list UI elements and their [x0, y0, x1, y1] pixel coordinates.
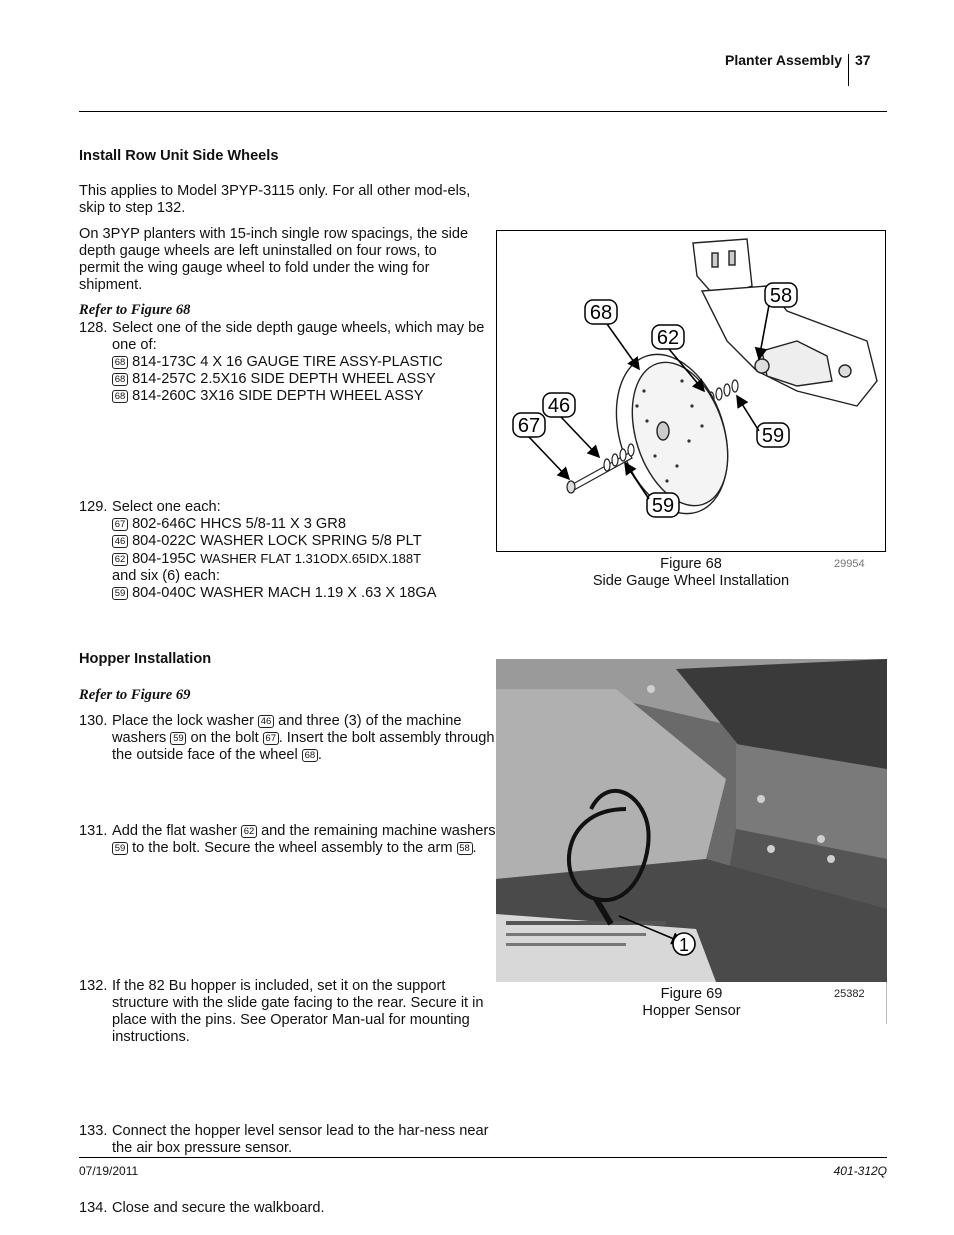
step-132: 132. If the 82 Bu hopper is included, set it on the support structure with the slide gate facing to the rear. Secure it in place with the pins. See Operator Man-ual for mounting instructions.	[79, 978, 484, 1045]
step-text: Select one of the side depth gauge wheels, which may be one of:	[112, 320, 485, 353]
step-number: 134.	[79, 1200, 108, 1216]
part-item: 62 804-195C WASHER FLAT 1.31ODX.65IDX.188T	[112, 550, 504, 568]
callout-58: 58	[769, 285, 793, 307]
page-number: 37	[855, 52, 871, 68]
figure-68-frame	[496, 230, 886, 552]
step-134: 134. Close and secure the walkboard.	[79, 1200, 325, 1216]
callout-67: 67	[517, 415, 541, 437]
step-number: 130.	[79, 713, 108, 729]
step-130: 130. Place the lock washer 46 and three (3) of the machine washers 59 on the bolt 67 . Insert the bolt assembly through the outside face of the wheel 68 .	[79, 713, 495, 763]
step-number: 131.	[79, 823, 108, 839]
footer-date: 07/19/2011	[79, 1164, 139, 1178]
callout-badge: 68	[112, 356, 128, 369]
figure-69-id: 25382	[834, 988, 865, 1000]
section-title-row-unit-wheels: Install Row Unit Side Wheels	[79, 148, 279, 164]
step-number: 133.	[79, 1123, 108, 1139]
figure-68-reference: Refer to Figure 68	[79, 302, 191, 318]
step-131: 131. Add the flat washer 62 and the remaining machine washers 59 to the bolt. Secure the wheel assembly to the arm 58 .	[79, 823, 496, 856]
footer-rule	[79, 1157, 887, 1158]
callout-badge: 68	[302, 749, 318, 762]
step-number: 132.	[79, 978, 108, 994]
callout-badge: 46	[258, 715, 274, 728]
part-item: 46 804-022C WASHER LOCK SPRING 5/8 PLT	[112, 533, 504, 550]
figure-69-caption: Figure 69 Hopper Sensor	[642, 986, 741, 1019]
callout-badge: 68	[112, 390, 128, 403]
hopper-sensor-photo	[496, 659, 887, 982]
callout-59-lower: 59	[651, 495, 675, 517]
gauge-wheel-drawing	[497, 231, 885, 551]
callout-badge: 67	[112, 518, 128, 531]
step-number: 129.	[79, 499, 108, 515]
callout-59: 59	[761, 425, 785, 447]
callout-badge: 58	[457, 842, 473, 855]
step-128	[79, 320, 504, 405]
header-divider	[848, 54, 849, 86]
step-text-secondary: and six (6) each:	[112, 568, 220, 584]
step-133: 133. Connect the hopper level sensor lead to the har-ness near the air box pressure sensor.	[79, 1123, 489, 1156]
callout-badge: 67	[263, 732, 279, 745]
footer-doc-number: 401-312Q	[833, 1164, 887, 1178]
callout-62: 62	[656, 327, 680, 349]
figure-69-reference: Refer to Figure 69	[79, 687, 191, 703]
callout-badge: 59	[112, 587, 128, 600]
part-item: 68 814-257C 2.5X16 SIDE DEPTH WHEEL ASSY	[112, 371, 504, 388]
shipping-note-paragraph: On 3PYP planters with 15-inch single row spacings, the side depth gauge wheels are left uninstalled on four rows, to permit the wing gauge wheel to fold under the wing for shipment.	[79, 226, 469, 293]
callout-46: 46	[547, 395, 571, 417]
step-text: Select one each:	[112, 499, 221, 515]
figure-68-caption: Figure 68 Side Gauge Wheel Installation	[592, 556, 790, 589]
callout-68: 68	[589, 302, 613, 324]
part-item: 59 804-040C WASHER MACH 1.19 X .63 X 18GA	[112, 585, 504, 602]
callout-badge: 59	[112, 842, 128, 855]
callout-1: 1	[678, 935, 690, 955]
callout-badge: 62	[112, 553, 128, 566]
running-header-section: Planter Assembly	[725, 52, 842, 68]
step-129	[79, 499, 504, 602]
step-number: 128.	[79, 320, 108, 336]
intro-paragraph: This applies to Model 3PYP-3115 only. For all other mod-els, skip to step 132.	[79, 183, 471, 216]
part-item: 68 814-260C 3X16 SIDE DEPTH WHEEL ASSY	[112, 388, 504, 405]
callout-badge: 62	[241, 825, 257, 838]
part-item: 67 802-646C HHCS 5/8-11 X 3 GR8	[112, 516, 504, 533]
callout-badge: 68	[112, 373, 128, 386]
header-rule	[79, 111, 887, 112]
part-item: 68 814-173C 4 X 16 GAUGE TIRE ASSY-PLASTIC	[112, 354, 504, 371]
callout-badge: 46	[112, 535, 128, 548]
section-title-hopper: Hopper Installation	[79, 651, 212, 667]
callout-badge: 59	[170, 732, 186, 745]
figure-68-id: 29954	[834, 558, 865, 570]
